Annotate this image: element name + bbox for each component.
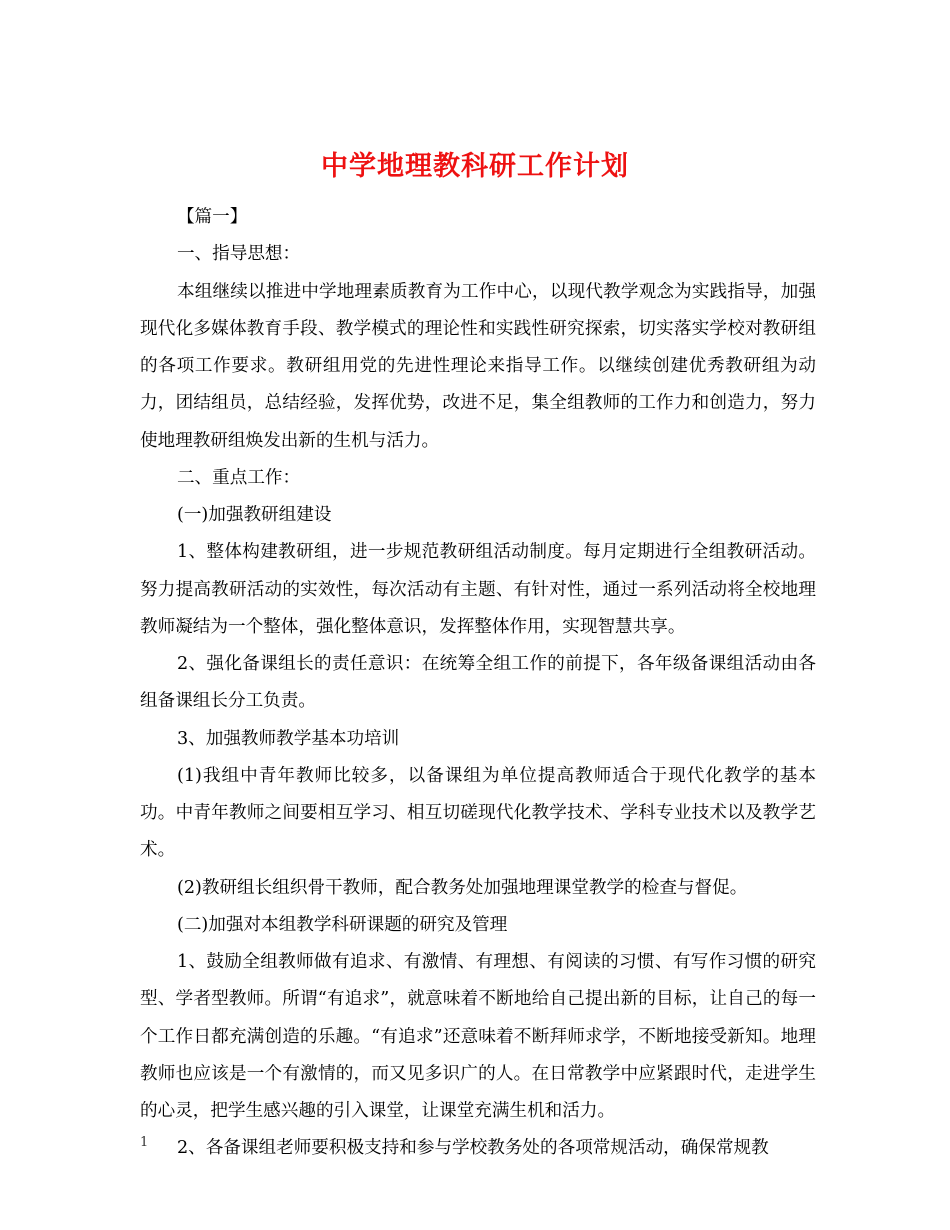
- paragraph-guiding-ideology: 本组继续以推进中学地理素质教育为工作中心，以现代教学观念为实践指导，加强现代化多媒体教育手段、教学模式的理论性和实践性研究探索，切实落实学校对教研组的各项工作要求。教研组用党的先进性理论来指导工作。以继续创建优秀教研组为动力，团结组员，总结经验，发挥优势，改进不足，集全组教师的工作力和创造力，努力使地理教研组焕发出新的生机与活力。: [140, 281, 816, 451]
- page-number: 1: [140, 1135, 149, 1150]
- heading-guiding-ideology: 一、指导思想：: [176, 244, 301, 265]
- paragraph-item-3: 3、加强教师教学基本功培训: [176, 728, 400, 749]
- document-title: 中学地理教科研工作计划: [321, 151, 629, 183]
- paragraph-item-3-1: (1)我组中青年教师比较多，以备课组为单位提高教师适合于现代化教学的基本功。中青年教师之间要相互学习、相互切磋现代化教学技术、学科专业技术以及教学艺术。: [140, 765, 816, 861]
- subheading-group-building: (一)加强教研组建设: [176, 505, 332, 525]
- heading-key-work: 二、重点工作：: [176, 467, 301, 488]
- paragraph-research-item-1: 1、鼓励全组教师做有追求、有激情、有理想、有阅读的习惯、有写作习惯的研究型、学者型教师。所谓“有追求”，就意味着不断地给自己提出新的目标，让自己的每一个工作日都充满创造的乐趣。“有追求”还意味着不断拜师求学，不断地接受新知。地理教师也应该是一个有激情的，而又见多识广的人。在日常教学中应紧跟时代，走进学生的心灵，把学生感兴趣的引入课堂，让课堂充满生机和活力。: [140, 952, 816, 1121]
- paragraph-item-2: 2、强化备课组长的责任意识：在统筹全组工作的前提下，各年级备课组活动由各组备课组长分工负责。: [140, 654, 816, 712]
- paragraph-research-item-2: 2、各备课组老师要积极支持和参与学校教务处的各项常规活动，确保常规教: [176, 1138, 769, 1159]
- paragraph-item-3-2: (2)教研组长组织骨干教师，配合教务处加强地理课堂教学的检查与督促。: [176, 877, 748, 898]
- section-marker: 【篇一】: [176, 207, 248, 227]
- document-body: [140, 199, 816, 1168]
- subheading-research-management: (二)加强对本组教学科研课题的研究及管理: [176, 914, 508, 935]
- paragraph-item-1: 1、整体构建教研组，进一步规范教研组活动制度。每月定期进行全组教研活动。努力提高教研活动的实效性，每次活动有主题、有针对性，通过一系列活动将全校地理教师凝结为一个整体，强化整体意识，发挥整体作用，实现智慧共享。: [140, 542, 816, 637]
